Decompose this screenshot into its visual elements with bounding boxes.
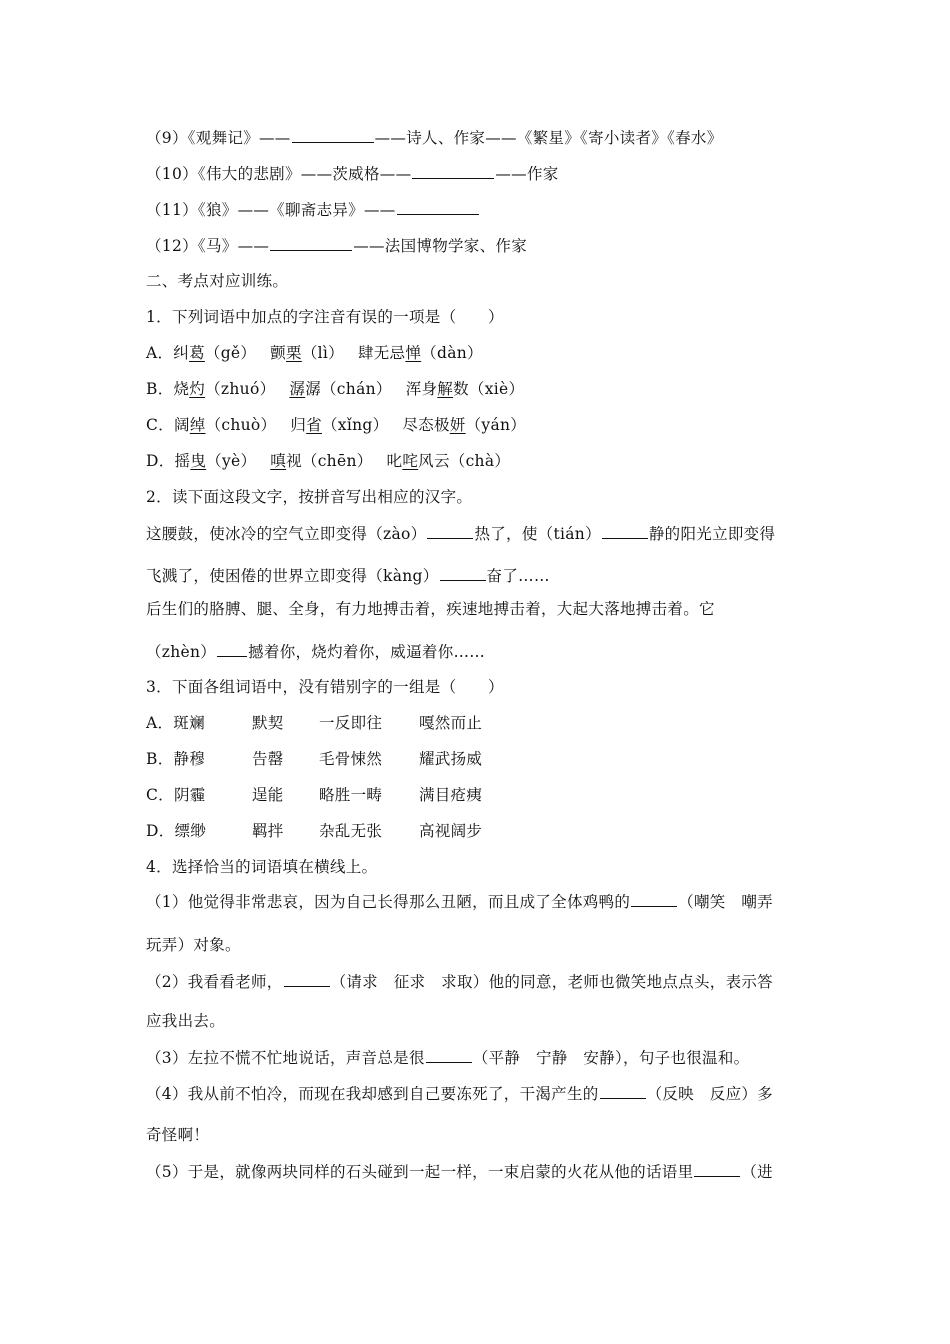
- option-word: D．缥缈: [146, 822, 207, 840]
- q3-option-b[interactable]: [146, 748, 482, 770]
- q4-item-3: [146, 1046, 749, 1069]
- option-text: B．烧: [146, 380, 190, 398]
- option-word: 略胜一畴: [319, 786, 383, 804]
- option-word: 嘎然而止: [419, 714, 483, 732]
- dotted-char: 绰: [189, 416, 206, 434]
- option-word: 满目疮痍: [419, 786, 483, 804]
- pinyin: （xiè）: [468, 380, 525, 398]
- dotted-char: 灼: [189, 380, 206, 398]
- option-text: 归: [290, 416, 307, 434]
- option-word: 高视阔步: [419, 822, 483, 840]
- dotted-char: 妍: [449, 416, 466, 434]
- pinyin: （dàn）: [421, 344, 483, 362]
- q1-option-d[interactable]: [146, 450, 510, 472]
- pinyin: （chà）: [449, 452, 511, 470]
- dotted-char: 栗: [286, 344, 302, 362]
- option-text: 颤: [270, 344, 287, 362]
- section-heading: 二、考点对应训练。: [146, 272, 289, 290]
- question-2-stem: 2．读下面这段文字，按拼音写出相应的汉字。: [146, 488, 473, 506]
- q3-option-a[interactable]: [146, 712, 482, 734]
- fill-blank[interactable]: [694, 1160, 740, 1177]
- question-1-stem: 1．下列词语中加点的字注音有误的一项是（ ）: [146, 308, 504, 326]
- fill-blank[interactable]: [412, 162, 494, 179]
- q4-item-2-cont: 应我出去。: [146, 1012, 226, 1030]
- q4-item-2: [146, 970, 773, 993]
- passage-text: 飞溅了，使困倦的世界立即变得（kàng）: [146, 567, 439, 585]
- q4-item-4-cont: 奇怪啊！: [146, 1126, 210, 1144]
- dotted-char: 省: [306, 416, 322, 434]
- q1-option-c[interactable]: [146, 414, 526, 436]
- fill-blank[interactable]: [397, 198, 479, 215]
- pinyin: （chēn）: [301, 452, 373, 470]
- pinyin: （gě）: [204, 344, 257, 362]
- option-word: B．静穆: [146, 750, 206, 768]
- option-word: A．斑斓: [146, 714, 205, 732]
- pinyin: （chuò）: [205, 416, 277, 434]
- dotted-char: 咤: [402, 452, 419, 470]
- q4-item-1-cont: 玩弄）对象。: [146, 936, 241, 954]
- pinyin: （zhuó）: [205, 380, 276, 398]
- option-text: 数: [453, 380, 469, 398]
- sentence-text: （4）我从前不怕冷，而现在我却感到自己要冻死了，干渴产生的: [146, 1085, 599, 1103]
- sentence-text: （3）左拉不慌不忙地说话，声音总是很: [146, 1049, 425, 1067]
- option-text: 肆无忌: [357, 344, 406, 362]
- dotted-char: 解: [437, 380, 454, 398]
- sentence-text: （5）于是，就像两块同样的石头碰到一起一样，一束启蒙的火花从他的话语里: [146, 1163, 694, 1181]
- choice-text: （进: [741, 1163, 773, 1181]
- pinyin: （lì）: [301, 344, 344, 362]
- fill-blank[interactable]: [217, 640, 247, 657]
- sentence-text: （2）我看看老师，: [146, 973, 283, 991]
- fill-blank[interactable]: [600, 1082, 646, 1099]
- option-text: C．阔: [146, 416, 190, 434]
- ref-item-9-text: （9）《观舞记》——: [146, 129, 291, 147]
- pinyin: （xǐng）: [321, 416, 389, 434]
- ref-item-10-text: （10）《伟大的悲剧》——茨威格——: [146, 165, 412, 183]
- option-word: C．阴霾: [146, 786, 206, 804]
- fill-blank[interactable]: [270, 234, 352, 251]
- dotted-char: 惮: [405, 344, 422, 362]
- q2-line-3: 后生们的胳膊、腿、全身，有力地搏击着，疾速地搏击着，大起大落地搏击着。它: [146, 600, 715, 618]
- ref-item-12-tail: ——法国博物学家、作家: [353, 237, 527, 255]
- sentence-text: （1）他觉得非常悲哀，因为自己长得那么丑陋，而且成了全体鸡鸭的: [146, 893, 631, 911]
- ref-item-11: [146, 198, 480, 221]
- fill-blank[interactable]: [292, 126, 374, 143]
- passage-text: 静的阳光立即变得: [648, 525, 776, 543]
- dotted-char: 嗔: [270, 452, 287, 470]
- q2-line-1: [146, 522, 775, 545]
- q3-option-c[interactable]: [146, 784, 482, 806]
- option-text: 风云: [418, 452, 450, 470]
- option-word: 一反即往: [319, 714, 383, 732]
- passage-text: 奋了……: [486, 567, 550, 585]
- option-text: 潺: [305, 380, 321, 398]
- ref-item-9-tail: ——诗人、作家——《繁星》《寄小读者》《春水》: [374, 129, 723, 147]
- question-3-stem: 3．下面各组词语中，没有错别字的一组是（ ）: [146, 678, 504, 696]
- dotted-char: 葛: [189, 344, 205, 362]
- q1-option-a[interactable]: [146, 342, 483, 364]
- question-4-stem: 4．选择恰当的词语填在横线上。: [146, 858, 378, 876]
- ref-item-12-text: （12）《马》——: [146, 237, 270, 255]
- option-word: 毛骨悚然: [319, 750, 383, 768]
- q1-option-b[interactable]: [146, 378, 524, 400]
- option-text: 视: [286, 452, 302, 470]
- choice-text: （反映 反应）多: [646, 1085, 773, 1103]
- fill-blank[interactable]: [427, 522, 473, 539]
- ref-item-10-tail: ——作家: [495, 165, 559, 183]
- passage-text: 撼着你，烧灼着你，威逼着你……: [248, 643, 486, 661]
- passage-text: 这腰鼓，使冰冷的空气立即变得（zào）: [146, 525, 427, 543]
- fill-blank[interactable]: [284, 970, 330, 987]
- pinyin: （chán）: [321, 380, 392, 398]
- pinyin: （yán）: [465, 416, 527, 434]
- fill-blank[interactable]: [602, 522, 648, 539]
- option-word: 羁拌: [252, 822, 284, 840]
- q3-option-d[interactable]: [146, 820, 482, 842]
- ref-item-11-text: （11）《狼》——《聊斋志异》——: [146, 201, 396, 219]
- q2-line-4: [146, 640, 485, 663]
- passage-text: 热了，使（tián）: [474, 525, 601, 543]
- fill-blank[interactable]: [440, 564, 486, 581]
- option-word: 告罄: [252, 750, 284, 768]
- ref-item-10: [146, 162, 559, 185]
- option-word: 杂乱无张: [319, 822, 383, 840]
- option-text: 浑身: [405, 380, 438, 398]
- pinyin: （zhèn）: [146, 643, 217, 661]
- option-text: A．纠: [146, 344, 190, 362]
- ref-item-12: [146, 234, 527, 257]
- option-text: 尽态极: [402, 416, 450, 434]
- choice-text: （请求 征求 求取）他的同意，老师也微笑地点点头，表示答: [330, 973, 773, 991]
- option-word: 耀武扬威: [419, 750, 483, 768]
- fill-blank[interactable]: [631, 890, 677, 907]
- ref-item-9: [146, 126, 723, 149]
- q4-item-4: [146, 1082, 773, 1105]
- dotted-char: 曳: [190, 452, 207, 470]
- option-text: D．摇: [146, 452, 191, 470]
- option-word: 默契: [252, 714, 284, 732]
- choice-text: （嘲笑 嘲弄: [678, 893, 773, 911]
- option-text: 叱: [386, 452, 403, 470]
- choice-text: （平静 宁静 安静），句子也很温和。: [472, 1049, 750, 1067]
- dotted-char: 潺: [289, 380, 306, 398]
- q4-item-1: [146, 890, 773, 913]
- q4-item-5: [146, 1160, 773, 1183]
- q2-line-2: [146, 564, 550, 587]
- pinyin: （yè）: [206, 452, 257, 470]
- option-word: 逞能: [252, 786, 284, 804]
- fill-blank[interactable]: [426, 1046, 472, 1063]
